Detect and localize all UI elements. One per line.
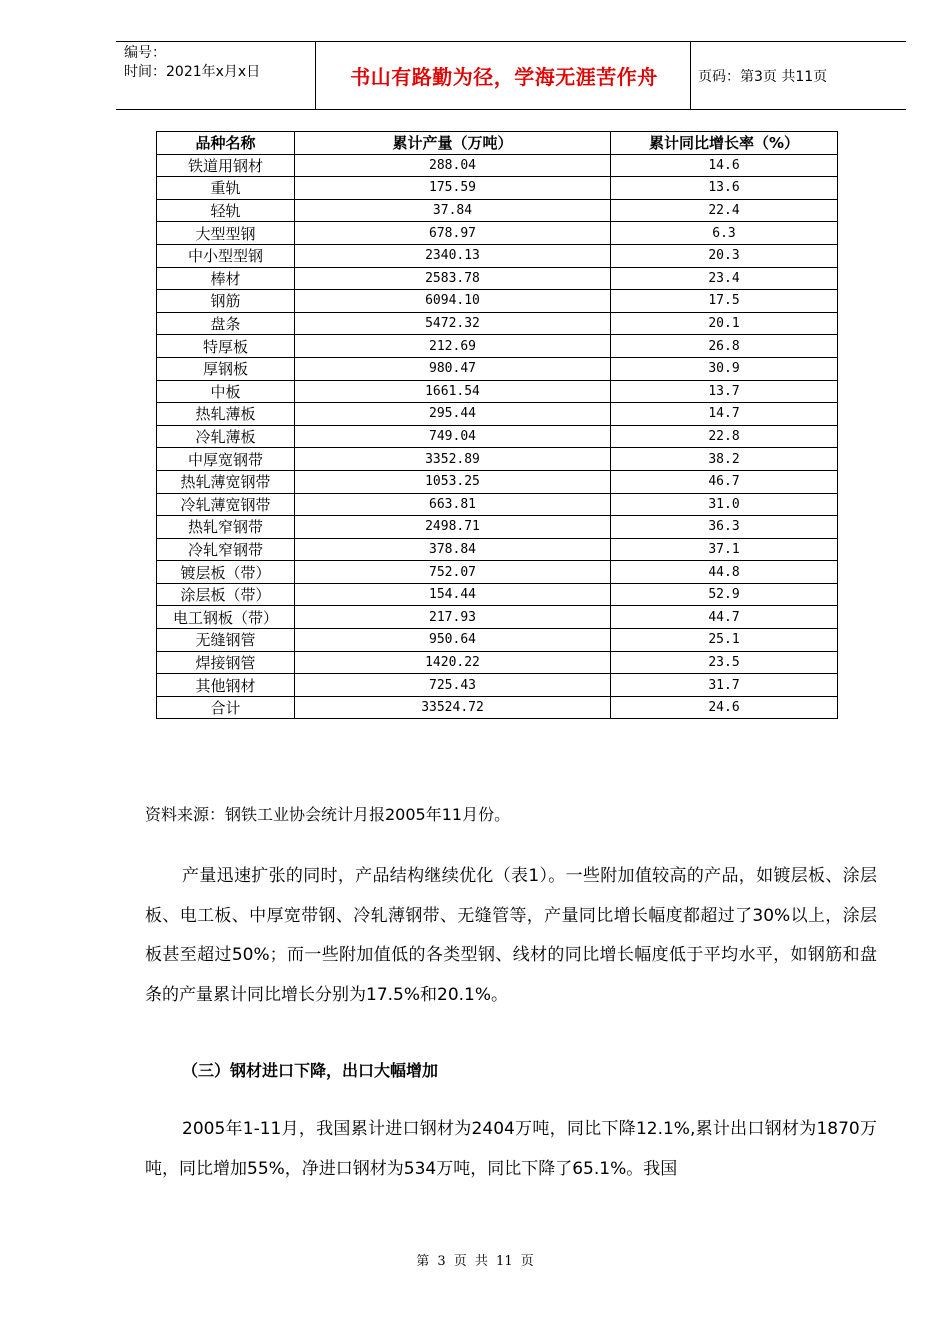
growth-rate-cell: 26.8 [611, 335, 838, 358]
steel-production-table [156, 131, 838, 719]
output-cell: 288.04 [295, 154, 611, 177]
output-cell: 980.47 [295, 357, 611, 380]
growth-rate-cell: 24.6 [611, 696, 838, 719]
product-name-cell: 轻轨 [157, 199, 295, 222]
table-row [157, 629, 838, 652]
header-meta [124, 44, 260, 82]
output-cell: 678.97 [295, 222, 611, 245]
table-row [157, 516, 838, 539]
table-header-row [157, 132, 838, 155]
header-divider [690, 42, 691, 109]
column-header-product: 品种名称 [157, 132, 295, 155]
growth-rate-cell: 14.6 [611, 154, 838, 177]
product-name-cell: 厚钢板 [157, 357, 295, 380]
product-name-cell: 盘条 [157, 312, 295, 335]
growth-rate-cell: 38.2 [611, 448, 838, 471]
table-row [157, 312, 838, 335]
data-source-note: 资料来源：钢铁工业协会统计月报2005年11月份。 [145, 805, 511, 824]
growth-rate-cell: 23.4 [611, 267, 838, 290]
product-name-cell: 镀层板（带） [157, 561, 295, 584]
growth-rate-cell: 31.0 [611, 493, 838, 516]
output-cell: 2498.71 [295, 516, 611, 539]
growth-rate-cell: 6.3 [611, 222, 838, 245]
product-name-cell: 中板 [157, 380, 295, 403]
table-row [157, 177, 838, 200]
output-cell: 1661.54 [295, 380, 611, 403]
product-name-cell: 棒材 [157, 267, 295, 290]
output-cell: 950.64 [295, 629, 611, 652]
product-name-cell: 热轧薄宽钢带 [157, 470, 295, 493]
product-name-cell: 重轨 [157, 177, 295, 200]
paragraph: 产量迅速扩张的同时，产品结构继续优化（表1）。一些附加值较高的产品，如镀层板、涂层板、电工板、中厚宽带钢、冷轧薄钢带、无缝管等，产量同比增长幅度都超过了30%以上，涂层板甚至超过50%；而一些附加值低的各类型钢、线材的同比增长幅度低于平均水平，如钢筋和盘条的产量累计同比增长分别为17.5%和20.1%。 [145, 866, 877, 1005]
table-row [157, 674, 838, 697]
output-cell: 5472.32 [295, 312, 611, 335]
section-heading: （三）钢材进口下降，出口大幅增加 [182, 1061, 439, 1080]
table-row [157, 222, 838, 245]
table-row [157, 696, 838, 719]
growth-rate-cell: 17.5 [611, 290, 838, 313]
output-cell: 175.59 [295, 177, 611, 200]
growth-rate-cell: 37.1 [611, 538, 838, 561]
table-row [157, 267, 838, 290]
header-divider [315, 42, 316, 109]
product-name-cell: 热轧薄板 [157, 403, 295, 426]
table-row [157, 154, 838, 177]
growth-rate-cell: 31.7 [611, 674, 838, 697]
growth-rate-cell: 52.9 [611, 583, 838, 606]
column-header-output: 累计产量（万吨） [295, 132, 611, 155]
growth-rate-cell: 22.4 [611, 199, 838, 222]
output-cell: 749.04 [295, 425, 611, 448]
serial-number-label: 编号： [124, 45, 166, 61]
table-row [157, 651, 838, 674]
paragraph: 2005年1-11月，我国累计进口钢材为2404万吨，同比下降12.1%,累计出口钢材为1870万吨，同比增加55%，净进口钢材为534万吨，同比下降了65.1%。我国 [145, 1119, 877, 1179]
table-row [157, 583, 838, 606]
growth-rate-cell: 20.1 [611, 312, 838, 335]
output-cell: 725.43 [295, 674, 611, 697]
growth-rate-cell: 30.9 [611, 357, 838, 380]
product-name-cell: 涂层板（带） [157, 583, 295, 606]
output-cell: 212.69 [295, 335, 611, 358]
output-cell: 752.07 [295, 561, 611, 584]
product-name-cell: 焊接钢管 [157, 651, 295, 674]
table-row [157, 380, 838, 403]
product-name-cell: 铁道用钢材 [157, 154, 295, 177]
page-footer: 第 3 页 共 11 页 [416, 1254, 534, 1269]
output-cell: 154.44 [295, 583, 611, 606]
output-cell: 378.84 [295, 538, 611, 561]
output-cell: 2583.78 [295, 267, 611, 290]
product-name-cell: 电工钢板（带） [157, 606, 295, 629]
product-name-cell: 中小型型钢 [157, 244, 295, 267]
growth-rate-cell: 25.1 [611, 629, 838, 652]
time-label: 时间：2021年x月x日 [124, 64, 261, 80]
output-cell: 663.81 [295, 493, 611, 516]
product-name-cell: 冷轧薄板 [157, 425, 295, 448]
product-name-cell: 无缝钢管 [157, 629, 295, 652]
product-name-cell: 冷轧薄宽钢带 [157, 493, 295, 516]
table-body [157, 154, 838, 719]
product-name-cell: 钢筋 [157, 290, 295, 313]
table-row [157, 290, 838, 313]
growth-rate-cell: 13.6 [611, 177, 838, 200]
growth-rate-cell: 44.8 [611, 561, 838, 584]
product-name-cell: 大型型钢 [157, 222, 295, 245]
growth-rate-cell: 13.7 [611, 380, 838, 403]
output-cell: 2340.13 [295, 244, 611, 267]
growth-rate-cell: 23.5 [611, 651, 838, 674]
growth-rate-cell: 44.7 [611, 606, 838, 629]
header-motto: 书山有路勤为径，学海无涯苦作舟 [350, 65, 658, 89]
product-name-cell: 特厚板 [157, 335, 295, 358]
growth-rate-cell: 46.7 [611, 470, 838, 493]
table-row [157, 448, 838, 471]
output-cell: 3352.89 [295, 448, 611, 471]
output-cell: 1420.22 [295, 651, 611, 674]
column-header-growth: 累计同比增长率（%） [611, 132, 838, 155]
page-header [116, 41, 906, 110]
product-name-cell: 中厚宽钢带 [157, 448, 295, 471]
table-row [157, 470, 838, 493]
output-cell: 33524.72 [295, 696, 611, 719]
product-name-cell: 冷轧窄钢带 [157, 538, 295, 561]
header-page-number: 页码：第3页 共11页 [698, 68, 828, 85]
table-row [157, 335, 838, 358]
table-row [157, 606, 838, 629]
product-name-cell: 合计 [157, 696, 295, 719]
product-name-cell: 热轧窄钢带 [157, 516, 295, 539]
table-row [157, 493, 838, 516]
output-cell: 6094.10 [295, 290, 611, 313]
table-row [157, 425, 838, 448]
table-row [157, 357, 838, 380]
table-row [157, 403, 838, 426]
output-cell: 295.44 [295, 403, 611, 426]
output-cell: 1053.25 [295, 470, 611, 493]
growth-rate-cell: 14.7 [611, 403, 838, 426]
output-cell: 37.84 [295, 199, 611, 222]
table-row [157, 244, 838, 267]
table-row [157, 561, 838, 584]
growth-rate-cell: 36.3 [611, 516, 838, 539]
output-cell: 217.93 [295, 606, 611, 629]
growth-rate-cell: 22.8 [611, 425, 838, 448]
table-row [157, 538, 838, 561]
growth-rate-cell: 20.3 [611, 244, 838, 267]
table-row [157, 199, 838, 222]
product-name-cell: 其他钢材 [157, 674, 295, 697]
